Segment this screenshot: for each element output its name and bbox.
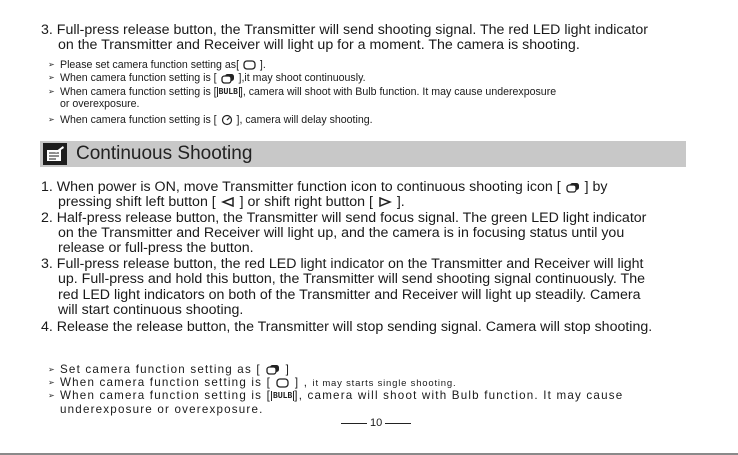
bottom-note-3: [60, 389, 623, 402]
note-icon: [43, 143, 67, 165]
step1-line1: [41, 180, 607, 195]
step3-line1: 3. Full-press release button, the Transmitter will send shooting signal. The red LED light indicator: [41, 22, 648, 38]
note-1: [60, 59, 266, 71]
bullet-icon: ➢: [48, 60, 55, 69]
step1-text: 1. When power is ON, move Transmitter function icon to continuous shooting icon [: [41, 179, 561, 195]
continuous-shot-icon: [266, 364, 280, 375]
step4-line1: 4. Release the release button, the Transmitter will stop sending signal. Camera will stop shooting.: [41, 319, 653, 335]
single-shot-icon: [243, 60, 256, 70]
bottom-note-1-text: Set camera function setting as [: [60, 363, 261, 376]
page-rule-left: [341, 423, 367, 424]
note-1-text: Please set camera function setting as[: [60, 59, 240, 71]
step2-line1: 2. Half-press release button, the Transmitter will send focus signal. The green LED light indicator: [41, 210, 647, 226]
step1-line2-end: ].: [396, 194, 405, 210]
shift-left-icon: [221, 197, 235, 207]
step3-line2b: up. Full-press and hold this button, the Transmitter will send shooting signal continuously. The: [58, 271, 645, 287]
bottom-note-3-end: ], camera will shoot with Bulb function. It may cause: [294, 389, 624, 402]
page-number: [338, 417, 414, 429]
bottom-note-1: [60, 363, 290, 376]
continuous-shot-icon: [221, 73, 235, 84]
note-1-end: ].: [259, 59, 266, 71]
section-title: Continuous Shooting: [76, 143, 253, 164]
bullet-icon: ➢: [48, 365, 55, 374]
step1-line2-text: pressing shift left button [: [58, 194, 216, 210]
bullet-icon: ➢: [48, 115, 55, 124]
bottom-note-3-line2: underexposure or overexposure.: [60, 403, 264, 416]
bullet-icon: ➢: [48, 87, 55, 96]
bottom-note-3-text: When camera function setting is [: [60, 389, 272, 402]
step3-line2: on the Transmitter and Receiver will light up for a moment. The camera is shooting.: [58, 37, 580, 53]
note-3-line2: or overexposure.: [60, 98, 140, 110]
bottom-note-1-end: ]: [285, 363, 291, 376]
step1-line2: [58, 195, 405, 210]
bullet-icon: ➢: [48, 378, 55, 387]
note-4-end: ], camera will delay shooting.: [236, 114, 373, 126]
step2-line2: on the Transmitter and Receiver will light up, and the camera is in focusing status until you: [58, 225, 625, 241]
page-number-text: 10: [370, 417, 383, 429]
bottom-note-2-end: ] ,: [294, 376, 313, 389]
page-rule-right: [385, 423, 411, 424]
bullet-icon: ➢: [48, 73, 55, 82]
step1-line2-mid: ] or shift right button [: [239, 194, 373, 210]
shift-right-icon: [378, 197, 392, 207]
step1-end: ] by: [584, 179, 608, 195]
step3-line1b: 3. Full-press release button, the red LED light indicator on the Transmitter and Receiver will light: [41, 256, 644, 272]
bullet-icon: ➢: [48, 391, 55, 400]
step3-line4b: will start continuous shooting.: [58, 302, 244, 318]
step2-line3: release or full-press the button.: [58, 240, 254, 256]
note-3-text: When camera function setting is [: [60, 86, 217, 98]
note-3: [60, 86, 556, 98]
section-header: [40, 141, 686, 167]
bottom-note-2: [60, 376, 456, 390]
single-shot-icon: [276, 378, 289, 388]
note-3-end: ], camera will shoot with Bulb function. It may cause underexposure: [239, 86, 557, 98]
note-4-text: When camera function setting is [: [60, 114, 217, 126]
note-2-end: ],it may shoot continuously.: [238, 72, 366, 84]
bulb-icon: BULB: [273, 390, 293, 400]
self-timer-icon: [221, 114, 233, 126]
continuous-shot-icon: [566, 182, 580, 193]
note-2: [60, 72, 366, 84]
step3-line3b: red LED light indicators on both of the Transmitter and Receiver will light up steadily. Camera: [58, 287, 641, 303]
bulb-icon: BULB: [218, 87, 238, 97]
note-4: [60, 114, 373, 126]
bottom-note-2-tail: it may starts single shooting.: [312, 378, 457, 389]
note-2-text: When camera function setting is [: [60, 72, 217, 84]
bottom-note-2-text: When camera function setting is [: [60, 376, 272, 389]
